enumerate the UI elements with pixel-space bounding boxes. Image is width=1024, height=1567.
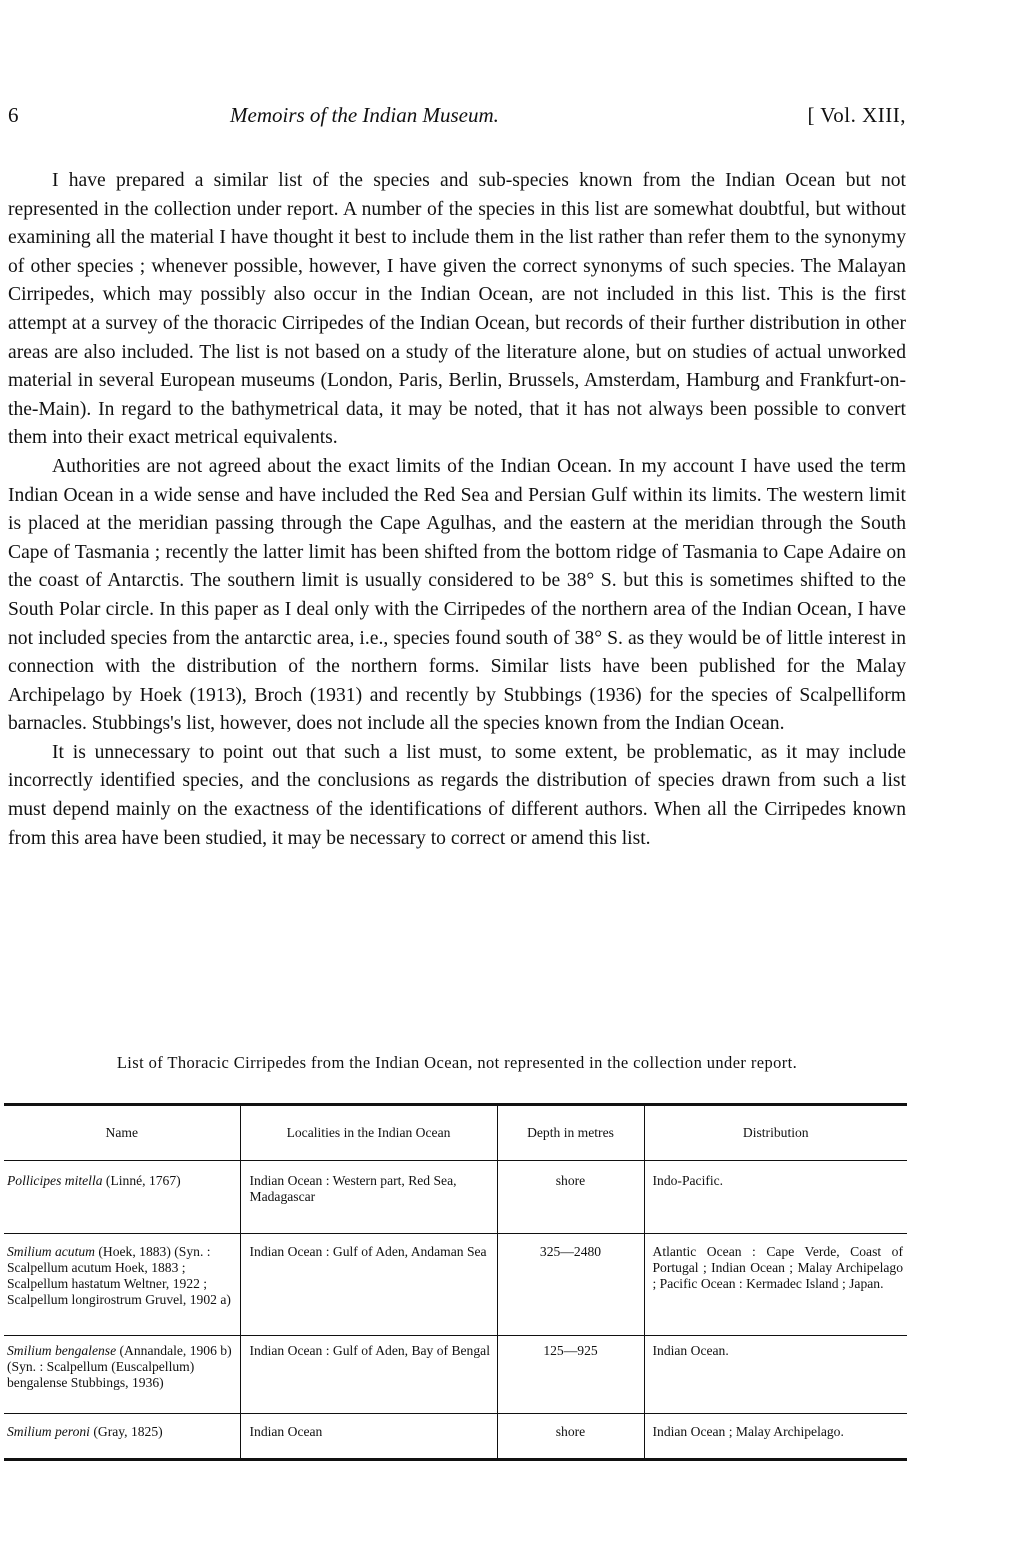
paragraph: Authorities are not agreed about the exact limits of the Indian Ocean. In my account I have used the term Indian Ocean in a wide sense and have included the Red Sea and Persian Gulf within its limits. The western limit is placed at the meridian passing through the Cape Agulhas, and the eastern at the meridian through the South Cape of Tasmania ; recently the latter limit has been shifted from the bottom ridge of Tasmania to Cape Adaire on the coast of Antarctis. The southern limit is usually considered to be 38° S. but this is sometimes shifted to the South Polar circle. In this paper as I deal only with the Cirripedes of the northern area of the Indian Ocean, I have not included species from the antarctic area, i.e., species found south of 38° S. as they would be of little interest in connection with the distribution of the northern forms. Similar lists have been published for the Malay Archipelago by Hoek (1913), Broch (1931) and recently by Stubbings (1936) for the species of Scalpelliform barnacles. Stubbings's list, however, does not include all the species known from the Indian Ocean.	[8, 455, 906, 735]
depth-cell: 125—925	[497, 1336, 644, 1414]
species-name-cell	[4, 1234, 240, 1336]
species-name: Smilium acutum	[7, 1244, 95, 1259]
page-header	[8, 101, 906, 135]
depth-cell: 325—2480	[497, 1234, 644, 1336]
distribution-cell: Indo-Pacific.	[644, 1161, 907, 1234]
paragraph: It is unnecessary to point out that such a list must, to some extent, be problematic, as it may include incorrectly identified species, and the conclusions as regards the distribution of species drawn from such a list must depend mainly on the exactness of the identifications of different authors. When all the Cirripedes known from this area have been studied, it may be necessary to correct or amend this list.	[8, 741, 906, 849]
species-authority: (Linné, 1767)	[102, 1173, 181, 1188]
depth-cell: shore	[497, 1161, 644, 1234]
page-number: 6	[8, 103, 19, 127]
table-row	[4, 1414, 907, 1460]
table-row	[4, 1234, 907, 1336]
table-row	[4, 1336, 907, 1414]
species-table	[4, 1103, 907, 1461]
paragraph: I have prepared a similar list of the species and sub-species known from the Indian Ocean but not represented in the collection under report. A number of the species in this list are somewhat doubtful, but without examining all the material I have thought it best to include them in the list rather than refer them to the synonymy of other species ; whenever possible, however, I have given the correct synonyms of such species. The Malayan Cirripedes, which may possibly also occur in the Indian Ocean, are not included in this list. This is the first attempt at a survey of the thoracic Cirripedes of the Indian Ocean, but records of their further distribution in other areas are also included. The list is not based on a study of the literature alone, but on studies of actual unworked material in several European museums (London, Paris, Berlin, Brussels, Amsterdam, Hamburg and Frankfurt-on-the-Main). In regard to the bathymetrical data, it may be noted, that it has not always been possible to convert them into their exact metrical equivalents.	[8, 170, 906, 449]
locality-cell: Indian Ocean	[240, 1414, 497, 1460]
distribution-cell: Indian Ocean.	[644, 1336, 907, 1414]
species-name: Smilium peroni	[7, 1424, 90, 1439]
species-authority: (Gray, 1825)	[89, 1424, 163, 1439]
table-header-row	[4, 1105, 907, 1161]
species-name: Smilium bengalense	[7, 1343, 117, 1358]
column-header-localities: Localities in the Indian Ocean	[240, 1105, 497, 1161]
column-header-name: Name	[105, 1125, 138, 1140]
depth-cell: shore	[497, 1414, 644, 1460]
locality-cell: Indian Ocean : Gulf of Aden, Andaman Sea	[240, 1234, 497, 1336]
species-authority: (Hoek, 1883) (Syn. : Scalpellum acutum Hoek, 1883 ; Scalpellum hastatum Weltner, 1922 ; Scalpellum longirostrum Gruvel, 1902 a)	[7, 1244, 231, 1307]
distribution-cell: Indian Ocean ; Malay Archipelago.	[644, 1414, 907, 1460]
list-title: List of Thoracic Cirripedes from the Indian Ocean, not represented in the collection under report.	[116, 1053, 798, 1072]
locality-cell: Indian Ocean : Gulf of Aden, Bay of Bengal	[240, 1336, 497, 1414]
species-name-cell	[4, 1414, 240, 1460]
journal-title: Memoirs of the Indian Museum.	[230, 103, 499, 127]
body-text	[8, 167, 906, 853]
distribution-cell: Atlantic Ocean : Cape Verde, Coast of Portugal ; Indian Ocean ; Malay Archipelago ; Pacific Ocean : Kermadec Island ; Japan.	[644, 1234, 907, 1336]
column-header-depth: Depth in metres	[497, 1105, 644, 1161]
column-header-distribution: Distribution	[644, 1105, 907, 1161]
species-name-cell	[4, 1336, 240, 1414]
table-row	[4, 1161, 907, 1234]
species-authority: (Annandale, 1906 b) (Syn. : Scalpellum (Euscalpellum) bengalense Stubbings, 1936)	[7, 1343, 232, 1390]
species-name-cell	[4, 1161, 240, 1234]
locality-cell: Indian Ocean : Western part, Red Sea, Madagascar	[240, 1161, 497, 1234]
species-name: Pollicipes mitella	[7, 1173, 103, 1188]
volume-label: [ Vol. XIII,	[807, 103, 906, 127]
